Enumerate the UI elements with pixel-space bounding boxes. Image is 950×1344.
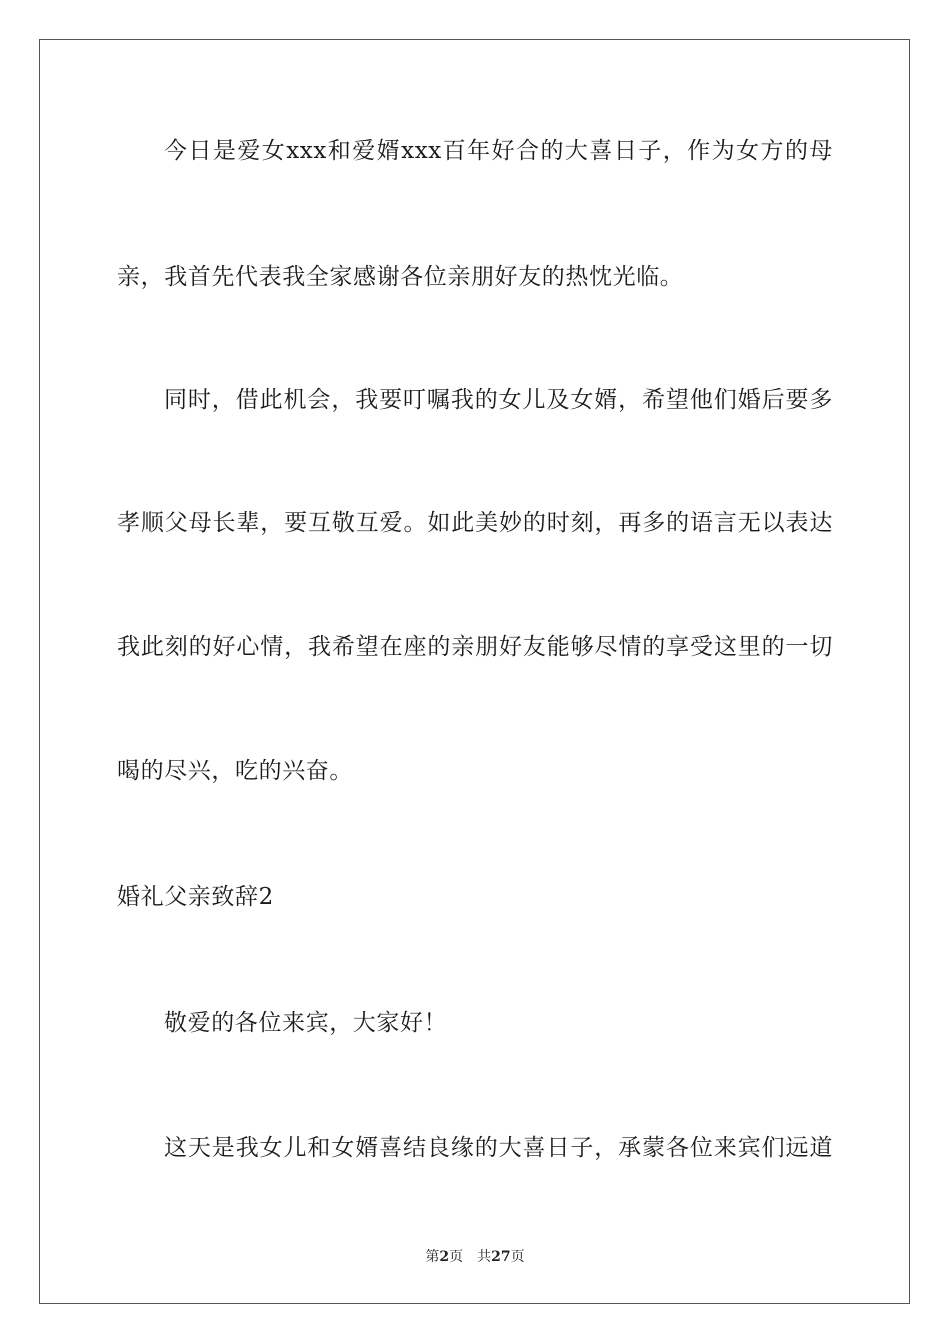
greeting-line: 敬爱的各位来宾，大家好！ — [164, 1010, 448, 1036]
paragraph-line-5: 我此刻的好心情，我希望在座的亲朋好友能够尽情的享受这里的一切 — [117, 634, 833, 660]
page-suffix: 页 — [449, 1249, 464, 1265]
total-suffix: 页 — [510, 1249, 525, 1265]
page-footer — [0, 1248, 950, 1266]
page-prefix: 第 — [425, 1249, 440, 1265]
total-prefix: 共 — [477, 1249, 492, 1265]
paragraph-line-2: 亲，我首先代表我全家感谢各位亲朋好友的热忱光临。 — [117, 264, 684, 290]
page-number: 2 — [439, 1249, 450, 1265]
section-heading: 婚礼父亲致辞2 — [117, 884, 274, 910]
page-border — [39, 39, 910, 1304]
paragraph-line-6: 喝的尽兴，吃的兴奋。 — [117, 758, 353, 784]
paragraph-line-4: 孝顺父母长辈，要互敬互爱。如此美妙的时刻，再多的语言无以表达 — [117, 510, 833, 536]
paragraph-line-1: 今日是爱女xxx和爱婿xxx百年好合的大喜日子，作为女方的母 — [164, 138, 833, 164]
paragraph-line-3: 同时，借此机会，我要叮嘱我的女儿及女婿，希望他们婚后要多 — [164, 387, 833, 413]
total-pages: 27 — [491, 1249, 511, 1265]
paragraph-line-7: 这天是我女儿和女婿喜结良缘的大喜日子，承蒙各位来宾们远道 — [164, 1135, 833, 1161]
